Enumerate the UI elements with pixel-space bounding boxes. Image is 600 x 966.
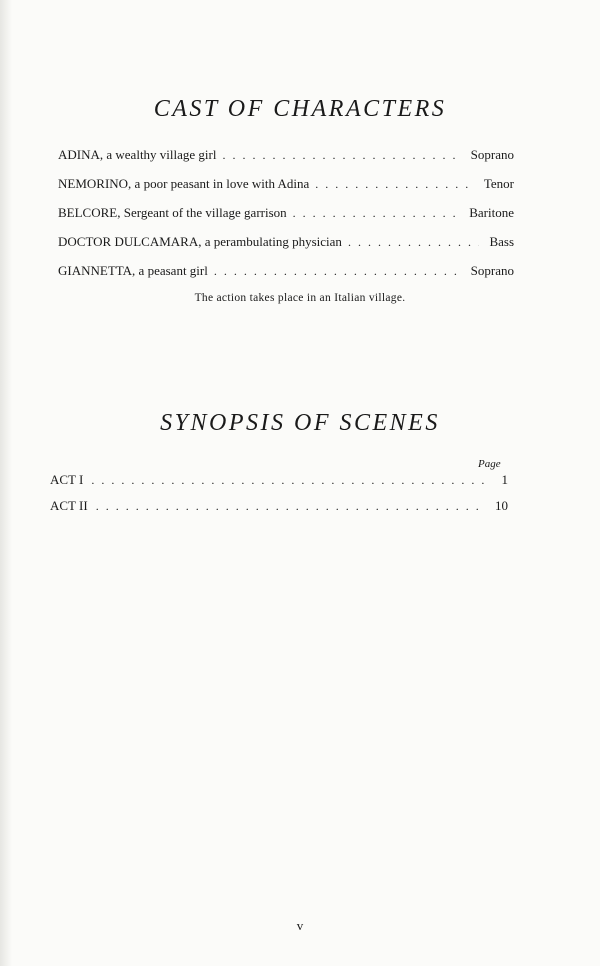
voice-type: Tenor <box>483 176 514 191</box>
dot-leader <box>348 235 480 250</box>
dot-leader <box>315 177 474 192</box>
dot-leader <box>91 473 489 488</box>
page-folio: v <box>296 918 304 933</box>
character-name: NEMORINO, a poor peasant in love with Adina <box>58 176 310 191</box>
character-name: GIANNETTA, a peasant girl <box>58 263 208 278</box>
voice-type: Soprano <box>470 263 514 278</box>
character-name: BELCORE, Sergeant of the village garrison <box>58 205 287 220</box>
act-page-number: 10 <box>495 498 508 513</box>
cast-heading: CAST OF CHARACTERS <box>153 96 447 122</box>
voice-type: Bass <box>489 234 514 249</box>
cast-row <box>58 234 514 263</box>
cast-row <box>58 176 514 205</box>
act-label: ACT II <box>50 498 88 513</box>
cast-list <box>58 147 514 292</box>
synopsis-heading: SYNOPSIS OF SCENES <box>160 410 440 436</box>
voice-type: Soprano <box>470 147 514 162</box>
setting-note: The action takes place in an Italian village. <box>194 292 406 304</box>
dot-leader <box>222 148 460 163</box>
page-edge-shadow <box>0 0 12 966</box>
character-name: DOCTOR DULCAMARA, a perambulating physician <box>58 234 342 249</box>
cast-row <box>58 263 514 292</box>
act-page-number: 1 <box>501 472 508 487</box>
cast-row <box>58 205 514 234</box>
scene-row <box>50 498 508 524</box>
page-column-label: Page <box>478 458 501 470</box>
character-name: ADINA, a wealthy village girl <box>58 147 217 162</box>
scene-list <box>50 472 508 524</box>
cast-row <box>58 147 514 176</box>
voice-type: Baritone <box>469 205 514 220</box>
act-label: ACT I <box>50 472 84 487</box>
dot-leader <box>293 206 460 221</box>
dot-leader <box>96 499 483 514</box>
dot-leader <box>214 264 461 279</box>
scene-row <box>50 472 508 498</box>
